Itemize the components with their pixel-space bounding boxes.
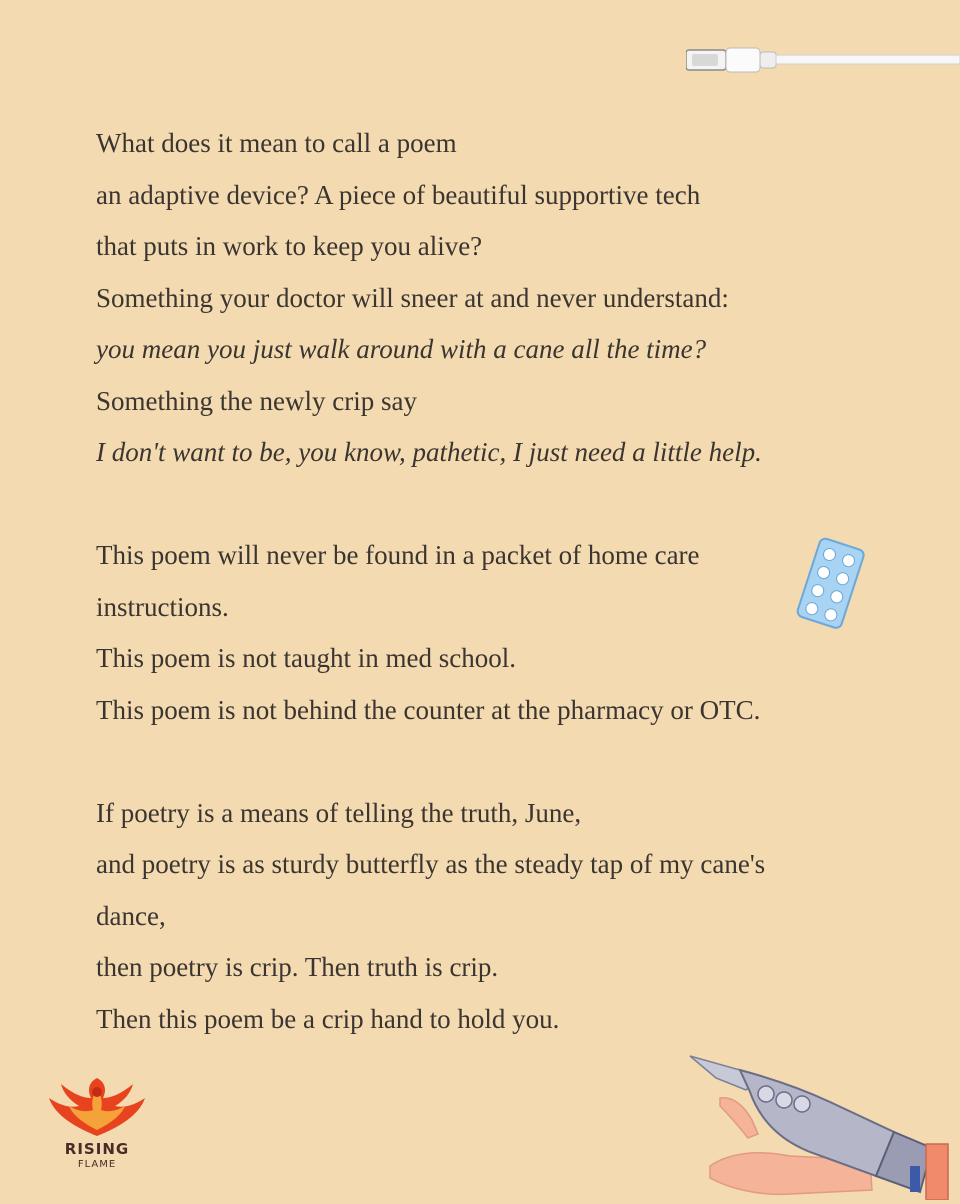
prosthetic-hand-icon	[680, 1048, 960, 1200]
logo-subtitle: FLAME	[77, 1159, 117, 1170]
poem-line: instructions.	[96, 591, 229, 622]
poem-line: dance,	[96, 900, 166, 931]
poem-line: and poetry is as sturdy butterfly as the steady tap of my cane's	[96, 849, 766, 879]
poem-line: an adaptive device? A piece of beautiful supportive tech	[96, 179, 701, 210]
poem-line: then poetry is crip. Then truth is crip.	[96, 952, 499, 982]
poem-line-italic: you mean you just walk around with a cane all the time?	[96, 334, 707, 364]
poem-line-italic: I don't want to be, you know, pathetic, I just need a little help.	[96, 437, 762, 467]
poem-line: What does it mean to call a poem	[96, 128, 457, 158]
poem-line: that puts in work to keep you alive?	[96, 231, 483, 261]
poem-line: This poem is not taught in med school.	[96, 643, 516, 673]
phoenix-logo-icon	[47, 1076, 147, 1140]
poem	[96, 118, 856, 1045]
poem-line: Something your doctor will sneer at and never understand:	[96, 282, 729, 313]
rising-flame-logo	[42, 1076, 152, 1176]
logo-name: RISING	[64, 1140, 130, 1158]
poem-line: This poem will never be found in a packet of home care	[96, 540, 700, 570]
poem-line: Then this poem be a crip hand to hold you.	[96, 1003, 560, 1034]
stanza-break	[96, 736, 856, 788]
stanza-break	[96, 479, 856, 531]
poem-line: This poem is not behind the counter at the pharmacy or OTC.	[96, 694, 761, 725]
usb-cable-icon	[686, 42, 960, 76]
poem-line: Something the newly crip say	[96, 385, 417, 416]
poem-line: If poetry is a means of telling the truth, June,	[96, 797, 582, 828]
